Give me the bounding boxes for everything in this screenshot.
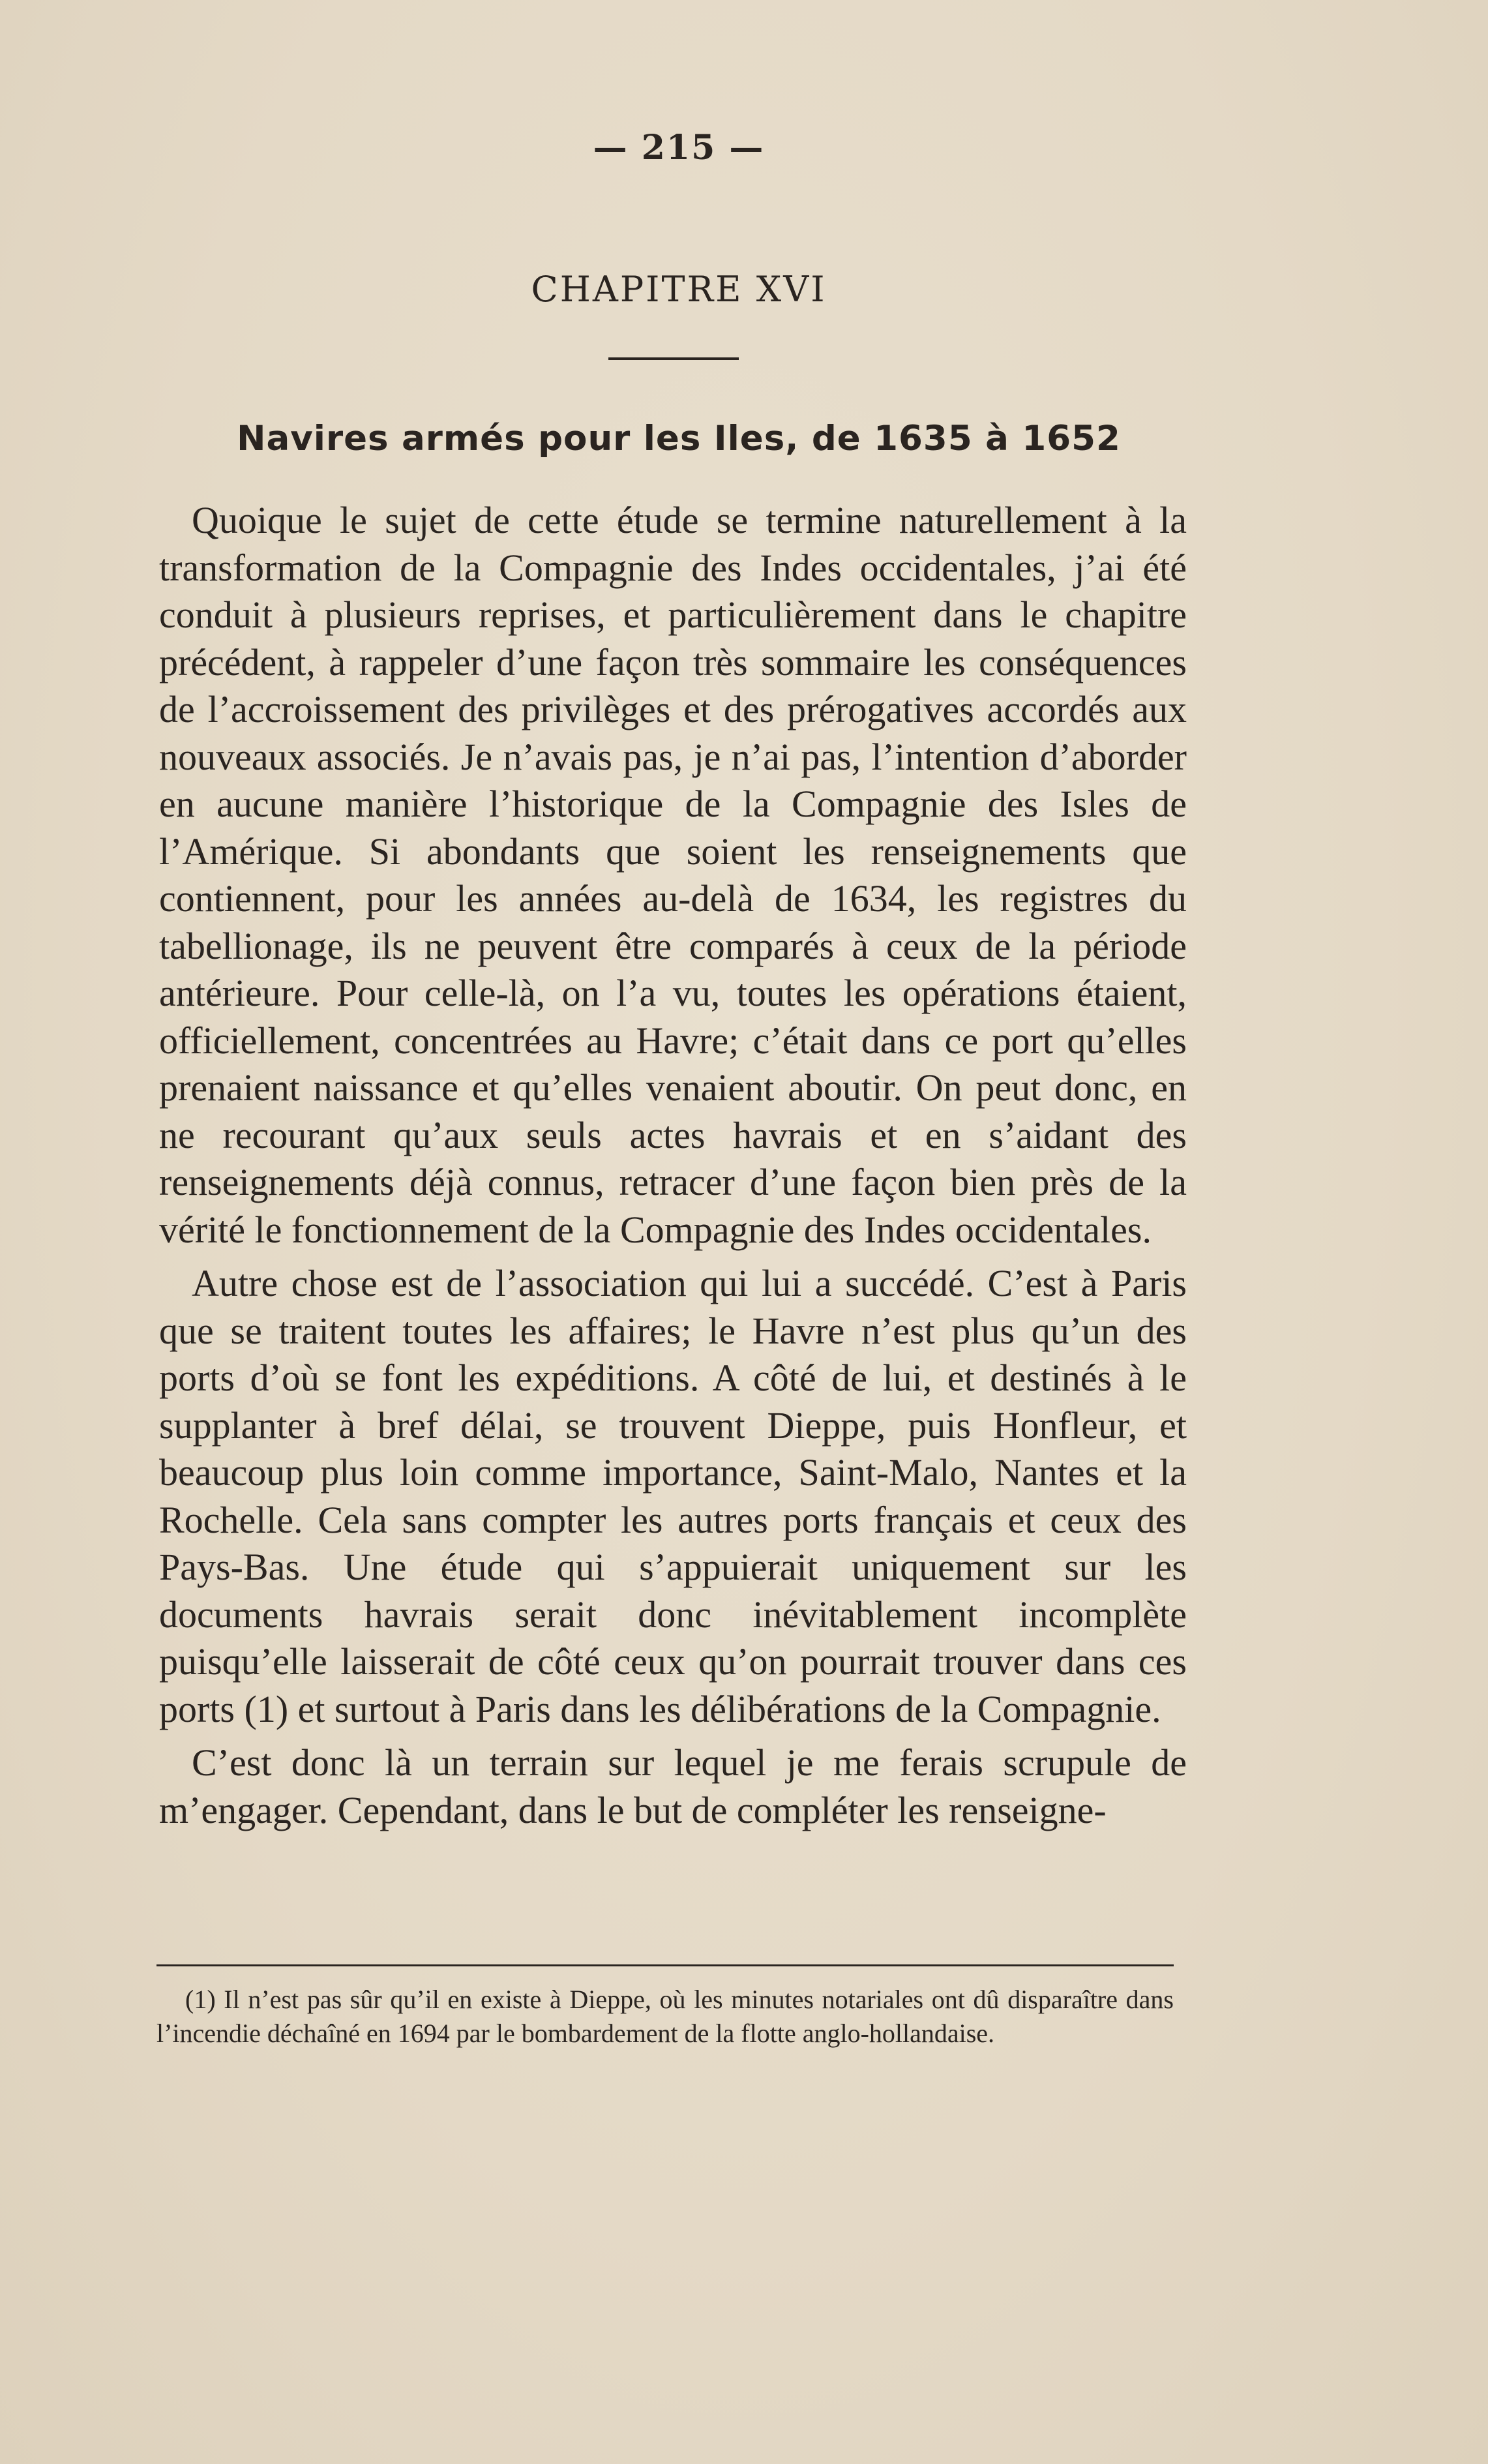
section-title: Navires armés pour les Iles, de 1635 à 1652 [237, 419, 1121, 458]
chapter-divider [608, 357, 739, 360]
paragraph: C’est donc là un terrain sur lequel je me ferais scrupule de m’engager. Cependant, dans le but de compléter les renseigne- [159, 1741, 1187, 1831]
paragraph: Quoique le sujet de cette étude se termine naturellement à la transformation de la Compagnie des Indes occidentales, j’ai été conduit à plusieurs reprises, et particulièrement dans le chapitre précédent, à rappeler d’une façon très sommaire les conséquences de l’accroissement des privilèges et des prérogatives accordés aux nouveaux associés. Je n’avais pas, je n’ai pas, l’intention d’aborder en aucune manière l’historique de la Compagnie des Isles de l’Amérique. Si abondants que soient les renseignements que contiennent, pour les années au-delà de 1634, les registres du tabellionage, ils ne peuvent être comparés à ceux de la période antérieure. Pour celle-là, on l’a vu, toutes les opérations étaient, officiellement, concentrées au Havre; c’était dans ce port qu’elles prenaient naissance et qu’elles venaient aboutir. On peut donc, en ne recourant qu’aux seuls actes havrais et en s’aidant des renseignements déjà connus, retracer d’une façon bien près de la vérité le fonctionnement de la Compagnie des Indes occidentales. [159, 499, 1187, 1251]
chapter-heading: CHAPITRE XVI [531, 269, 827, 310]
body-text [159, 497, 1187, 1840]
paragraph: Autre chose est de l’association qui lui a succédé. C’est à Paris que se traitent toutes les affaires; le Havre n’est plus qu’un des ports d’où se font les expéditions. A côté de lui, et destinés à le supplanter à bref délai, se trouvent Dieppe, puis Honfleur, et beaucoup plus loin comme importance, Saint-Malo, Nantes et la Rochelle. Cela sans compter les autres ports français et ceux des Pays-Bas. Une étude qui s’appuierait uniquement sur les documents havrais serait donc inévitablement incomplète puisqu’elle laisserait de côté ceux qu’on pourrait trouver dans ces ports (1) et surtout à Paris dans les délibérations de la Compagnie. [159, 1262, 1187, 1730]
page-number: — 215 — [593, 128, 765, 168]
footnote-divider [156, 1964, 1174, 1966]
footnote: (1) Il n’est pas sûr qu’il en existe à Dieppe, où les minutes notariales ont dû disparaître dans l’incendie déchaîné en 1694 par le bombardement de la flotte anglo-hollandaise. [156, 1985, 1174, 2048]
